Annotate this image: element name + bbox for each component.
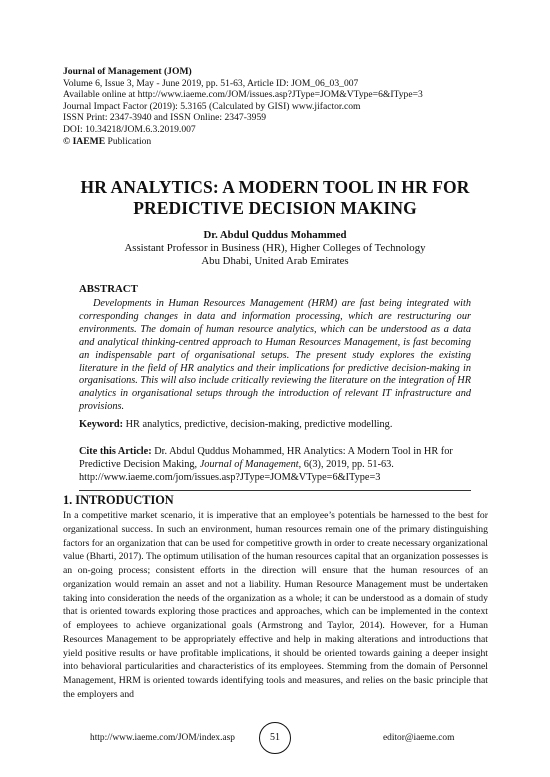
title-line-2: PREDICTIVE DECISION MAKING [133, 198, 417, 218]
cite-url[interactable]: http://www.iaeme.com/jom/issues.asp?JType=JOM&VType=6&IType=3 [79, 471, 381, 483]
keywords-label: Keyword: [79, 419, 124, 430]
journal-name: Journal of Management (JOM) [63, 66, 192, 77]
author-location: Abu Dhabi, United Arab Emirates [201, 255, 349, 267]
abstract-heading: ABSTRACT [79, 283, 138, 295]
page-number: 51 [259, 722, 291, 754]
footer-url[interactable]: http://www.iaeme.com/JOM/index.asp [90, 733, 235, 743]
abstract-text: Developments in Human Resources Management (HRM) are fast being integrated with corresponding changes in data and information processing, which are restructuring our environments. The domain of human resource analytics, which can be understood as a data and analytical thinking-centred approach to Human Resources Management, is fast becoming an indispensable part of organisational setups. The present study explores the existing literature in the field of HR analytics and their implications for predictive decision-making in organisations. This will also include critically reviewing the literature on the integration of HR analytics in organisational setups through the introduction of relevant IT infrastructure and provisions. [79, 298, 471, 413]
paper-title [40, 177, 510, 219]
publication-word: Publication [107, 135, 152, 147]
footer-email[interactable]: editor@iaeme.com [383, 733, 455, 743]
copyright-symbol: © [63, 135, 71, 147]
available-online: Available online at http://www.iaeme.com/JOM/issues.asp?JType=JOM&VType=6&IType=3 [63, 89, 423, 101]
journal-header [63, 66, 483, 147]
copyright-line [63, 136, 483, 148]
citation [79, 446, 471, 485]
divider [79, 490, 471, 491]
author-block [40, 229, 510, 268]
author-name: Dr. Abdul Quddus Mohammed [203, 229, 347, 241]
cite-text-1: Dr. Abdul Quddus Mohammed, HR Analytics: A Modern Tool in HR for Predictive Decision Making, [79, 446, 453, 470]
intro-paragraph: In a competitive market scenario, it is imperative that an employee’s potentials be harnessed to the best for organizational success. In such an environment, human resources remain one of the primary distinguishing factors for an organization that can be used for competitive growth in order to create necessary organizational value (Bharti, 2017). The optimum utilisation of the human resources capital that an organization possesses is an on-going process; consistent efforts in the direction will ensure that the human resources of an organization would remain an asset and not a liability. Human Resource Management must be undertaken taking into consideration the needs of the organization as a whole; it can be understood as a domain of study that is oriented towards exploring those practices and approaches, which can be implemented in the context of employees to achieve organizational goals (Armstrong and Taylor, 2014). However, for a Human Resources Management to be appropriately effective and help in making alterations and introductions that yield positive results or have profitable implications, it should be oriented towards gaining a deeper insight into behavioral particularities and characteristics of its employees. Stemming from the domain of Personnel Management, HRM is oriented towards identifying tools and measures, and relies on the basic principle that the employers and [63, 510, 488, 700]
publisher-name: IAEME [72, 135, 106, 147]
keywords-text: HR analytics, predictive, decision-making, predictive modelling. [123, 419, 393, 430]
author-affiliation: Assistant Professor in Business (HR), Higher Colleges of Technology [124, 242, 426, 254]
issn-info: ISSN Print: 2347-3940 and ISSN Online: 2347-3959 [63, 112, 267, 124]
volume-info: Volume 6, Issue 3, May - June 2019, pp. 51-63, Article ID: JOM_06_03_007 [63, 77, 359, 89]
cite-journal: Journal of Management [199, 458, 299, 470]
impact-factor: Journal Impact Factor (2019): 5.3165 (Calculated by GISI) www.jifactor.com [63, 100, 361, 112]
section-heading: 1. INTRODUCTION [63, 493, 174, 507]
title-line-1: HR ANALYTICS: A MODERN TOOL IN HR FOR [80, 177, 470, 197]
cite-label: Cite this Article: [79, 446, 152, 457]
keywords [79, 418, 479, 431]
doi-info: DOI: 10.34218/JOM.6.3.2019.007 [63, 123, 196, 135]
cite-text-2: , 6(3), 2019, pp. 51-63. [298, 458, 394, 470]
